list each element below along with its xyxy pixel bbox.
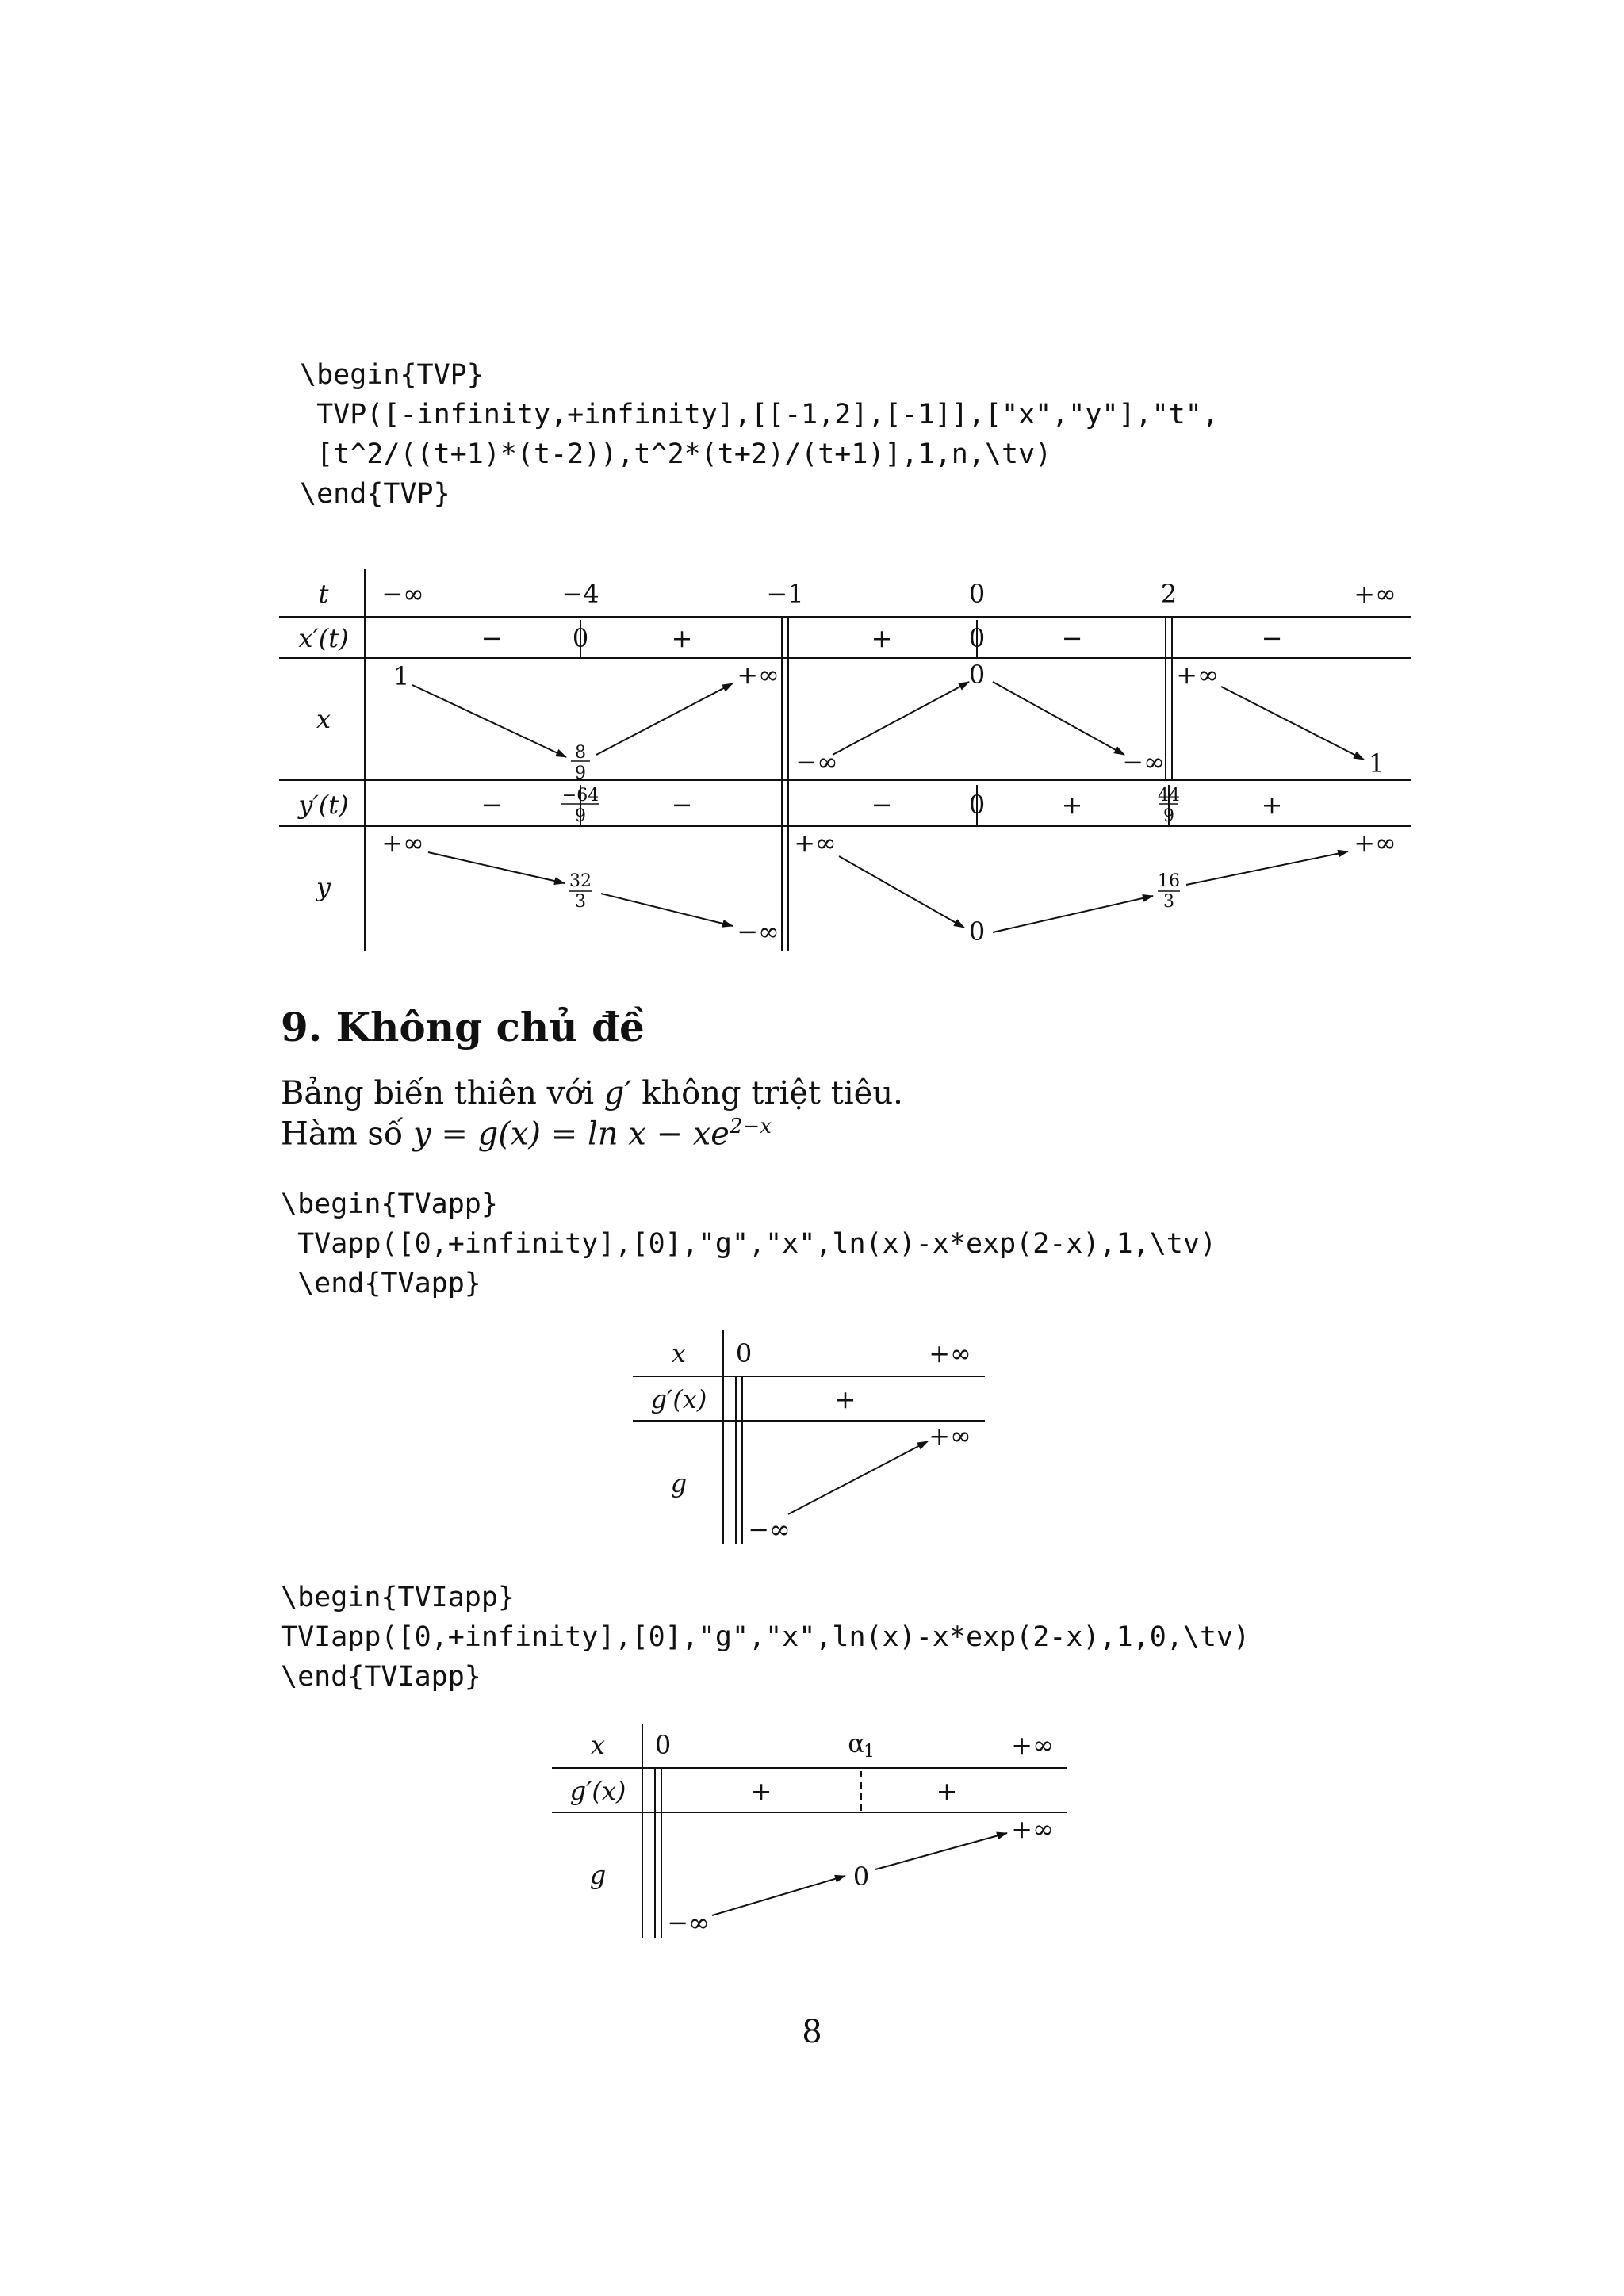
arrow — [788, 1441, 928, 1514]
g-value: −∞ — [667, 1908, 710, 1938]
yprime-den: 9 — [575, 806, 586, 826]
g-value: +∞ — [929, 1421, 971, 1451]
table-tvp — [279, 569, 1411, 951]
x-value-den: 9 — [575, 763, 586, 783]
y-value-num: 16 — [1158, 871, 1180, 891]
paragraph-line-2 — [281, 1115, 772, 1152]
y-value: +∞ — [794, 828, 837, 858]
code-line: [t^2/((t+1)*(t-2)),t^2*(t+2)/(t+1)],1,n,\tv) — [300, 438, 1052, 470]
xprime-sign: − — [481, 623, 503, 653]
gprime-sign: + — [834, 1384, 856, 1414]
y-value: +∞ — [381, 828, 424, 858]
code-block-tviapp — [281, 1578, 1250, 1697]
x-value: −∞ — [1122, 747, 1165, 777]
gprime-sign: + — [936, 1776, 958, 1806]
yprime-sign: − — [481, 790, 503, 820]
yprime-sign: 0 — [968, 790, 986, 820]
row-label-gprime: g′(x) — [650, 1384, 707, 1414]
y-value: 0 — [968, 916, 986, 947]
row-label-gprime: g′(x) — [569, 1776, 626, 1806]
y-value-den: 3 — [575, 892, 586, 912]
t-value: −4 — [561, 579, 599, 609]
row-label-xprime: x′(t) — [298, 623, 349, 653]
text: Bảng biến thiên với — [281, 1075, 604, 1112]
yprime-num: 44 — [1158, 786, 1180, 806]
g-value: 0 — [852, 1862, 870, 1892]
arrow — [839, 856, 964, 928]
arrow — [1186, 851, 1348, 885]
table-tviapp — [552, 1724, 1067, 1938]
yprime-sign: − — [871, 790, 893, 820]
xprime-sign: + — [871, 623, 893, 653]
t-value: +∞ — [1354, 579, 1396, 609]
code-line: TVIapp([0,+infinity],[0],"g","x",ln(x)-x*exp(2-x),1,0,\tv) — [281, 1621, 1251, 1653]
g-value: −∞ — [748, 1514, 791, 1544]
xprime-sign: − — [1261, 623, 1283, 653]
x-value: 1 — [1368, 748, 1385, 779]
row-label-yprime: y′(t) — [298, 790, 349, 820]
yprime-sign: − — [671, 790, 693, 820]
row-label-g: g — [670, 1468, 688, 1498]
xprime-sign: 0 — [968, 623, 986, 653]
code-block-tvapp — [281, 1184, 1216, 1303]
math-superscript: 2−x — [729, 1115, 772, 1138]
x-value: 1 — [393, 661, 410, 691]
x-value: 0 — [654, 1730, 672, 1760]
row-label-g: g — [589, 1860, 607, 1890]
x-value: 0 — [735, 1338, 753, 1368]
text: không triệt tiêu. — [631, 1075, 903, 1112]
t-value: −1 — [766, 579, 804, 609]
code-line: \begin{TVP} — [300, 359, 484, 391]
y-value: −∞ — [737, 916, 779, 947]
row-label-x: x — [671, 1338, 687, 1368]
code-line: \end{TVapp} — [281, 1268, 481, 1299]
code-line: \end{TVIapp} — [281, 1661, 481, 1693]
yprime-num: −64 — [561, 786, 599, 806]
y-value-den: 3 — [1163, 892, 1174, 912]
x-value-alpha-sub: 1 — [864, 1742, 875, 1762]
math: g′ — [603, 1075, 632, 1112]
y-value: +∞ — [1354, 828, 1396, 858]
arrow — [833, 682, 969, 755]
code-line: TVP([-infinity,+infinity],[[-1,2],[-1]],["x","y"],"t", — [300, 399, 1219, 430]
x-value: +∞ — [737, 660, 779, 690]
y-value-num: 32 — [569, 871, 592, 891]
t-value: 0 — [968, 579, 986, 609]
arrow — [993, 682, 1124, 755]
t-value: −∞ — [381, 579, 424, 609]
yprime-sign: + — [1061, 790, 1083, 820]
g-value: +∞ — [1011, 1814, 1054, 1844]
arrow — [428, 852, 565, 883]
code-line: \begin{TVIapp} — [281, 1582, 515, 1613]
arrow — [412, 685, 566, 757]
row-label-y: y — [316, 872, 331, 902]
page-number: 8 — [802, 2014, 822, 2050]
x-value-alpha: α — [848, 1728, 865, 1758]
text: Hàm số — [281, 1115, 414, 1153]
x-value: +∞ — [1011, 1730, 1054, 1760]
gprime-sign: + — [750, 1776, 772, 1806]
row-label-x: x — [316, 704, 331, 734]
paragraph-line-1 — [281, 1075, 903, 1112]
arrow — [1221, 687, 1364, 760]
arrow — [993, 896, 1153, 932]
t-value: 2 — [1160, 579, 1178, 609]
yprime-den: 9 — [1163, 806, 1174, 826]
code-line: TVapp([0,+infinity],[0],"g","x",ln(x)-x*exp(2-x),1,\tv) — [281, 1228, 1217, 1260]
x-value: +∞ — [1176, 660, 1219, 690]
x-value: 0 — [968, 660, 986, 690]
xprime-sign: + — [671, 623, 693, 653]
arrow — [596, 683, 733, 755]
math: y = g(x) = ln x − xe — [413, 1115, 730, 1153]
row-label-t: t — [318, 579, 329, 609]
code-line: \begin{TVapp} — [281, 1188, 498, 1220]
section-heading: 9. Không chủ đề — [281, 1004, 645, 1050]
x-value: −∞ — [795, 747, 838, 777]
yprime-sign: + — [1261, 790, 1283, 820]
code-line: \end{TVP} — [300, 478, 450, 510]
xprime-sign: − — [1061, 623, 1083, 653]
row-label-x: x — [590, 1730, 606, 1760]
arrow — [712, 1876, 845, 1915]
x-value: +∞ — [929, 1338, 971, 1368]
arrow — [601, 894, 733, 926]
x-value-num: 8 — [575, 743, 586, 763]
arrow — [875, 1833, 1007, 1869]
xprime-sign: 0 — [572, 623, 589, 653]
